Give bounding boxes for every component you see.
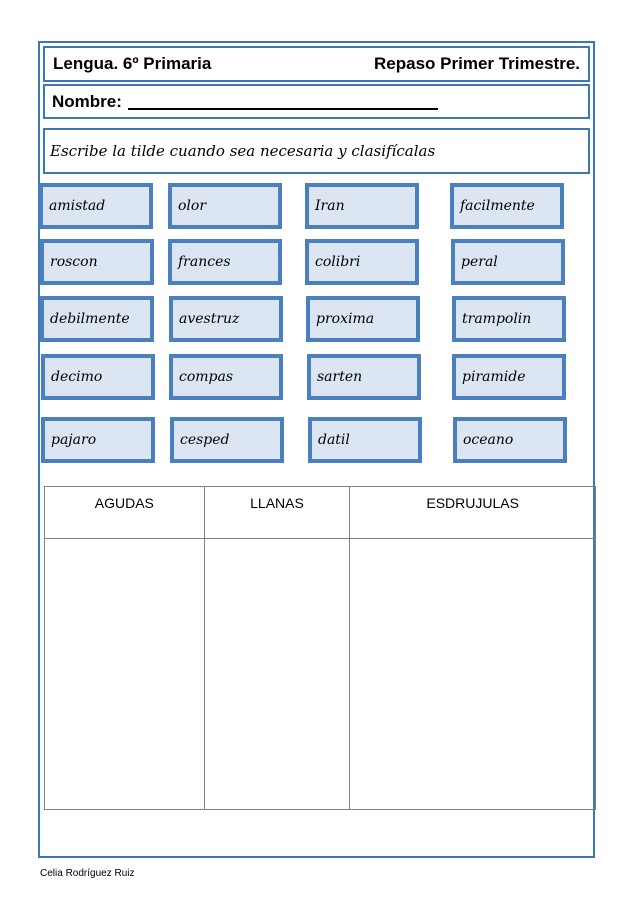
- word-text: proxima: [316, 311, 375, 327]
- word-box: [451, 239, 565, 285]
- word-box: [168, 239, 282, 285]
- word-text: facilmente: [460, 198, 535, 214]
- llanas-answer-cell[interactable]: [204, 539, 350, 810]
- table-row: [45, 539, 596, 810]
- word-text: amistad: [49, 198, 106, 214]
- word-text: trampolin: [462, 311, 532, 327]
- column-header-esdrujulas: ESDRUJULAS: [350, 487, 596, 539]
- worksheet-title: Repaso Primer Trimestre.: [374, 54, 580, 73]
- classification-table: [44, 486, 596, 810]
- instruction-bar: [43, 128, 590, 174]
- word-box: [306, 296, 420, 342]
- instruction-text: Escribe la tilde cuando sea necesaria y clasifícalas: [50, 142, 436, 160]
- name-field[interactable]: [128, 94, 438, 110]
- word-text: roscon: [50, 254, 98, 270]
- word-box: [305, 183, 419, 229]
- word-box: [169, 354, 283, 400]
- word-box: [41, 354, 155, 400]
- name-bar: [43, 84, 590, 119]
- word-text: avestruz: [179, 311, 240, 327]
- word-text: oceano: [463, 432, 514, 448]
- word-box: [40, 239, 154, 285]
- word-box: [452, 354, 566, 400]
- header-bar: [43, 46, 590, 82]
- word-box: [39, 183, 153, 229]
- subject-label: Lengua. 6º Primaria: [53, 54, 212, 73]
- word-text: peral: [461, 254, 498, 270]
- word-box: [168, 183, 282, 229]
- word-box: [41, 417, 155, 463]
- word-box: [307, 354, 421, 400]
- word-text: datil: [318, 432, 350, 448]
- word-text: sarten: [317, 369, 363, 385]
- column-header-agudas: AGUDAS: [45, 487, 205, 539]
- esdrujulas-answer-cell[interactable]: [350, 539, 596, 810]
- name-label: Nombre:: [52, 91, 122, 111]
- word-text: olor: [178, 198, 207, 214]
- agudas-answer-cell[interactable]: [45, 539, 205, 810]
- word-text: piramide: [462, 369, 526, 385]
- word-box: [169, 296, 283, 342]
- word-text: cesped: [180, 432, 230, 448]
- word-text: Iran: [315, 198, 345, 214]
- word-box: [453, 417, 567, 463]
- table-header-row: [45, 487, 596, 539]
- word-box: [305, 239, 419, 285]
- word-box: [308, 417, 422, 463]
- word-box: [170, 417, 284, 463]
- word-text: pajaro: [51, 432, 97, 448]
- column-header-llanas: LLANAS: [204, 487, 350, 539]
- word-box: [40, 296, 154, 342]
- word-box: [452, 296, 566, 342]
- word-text: debilmente: [50, 311, 130, 327]
- word-text: compas: [179, 369, 234, 385]
- word-text: colibri: [315, 254, 361, 270]
- word-box: [450, 183, 564, 229]
- author-footer: Celia Rodríguez Ruiz: [40, 868, 135, 879]
- word-text: decimo: [51, 369, 103, 385]
- word-text: frances: [178, 254, 231, 270]
